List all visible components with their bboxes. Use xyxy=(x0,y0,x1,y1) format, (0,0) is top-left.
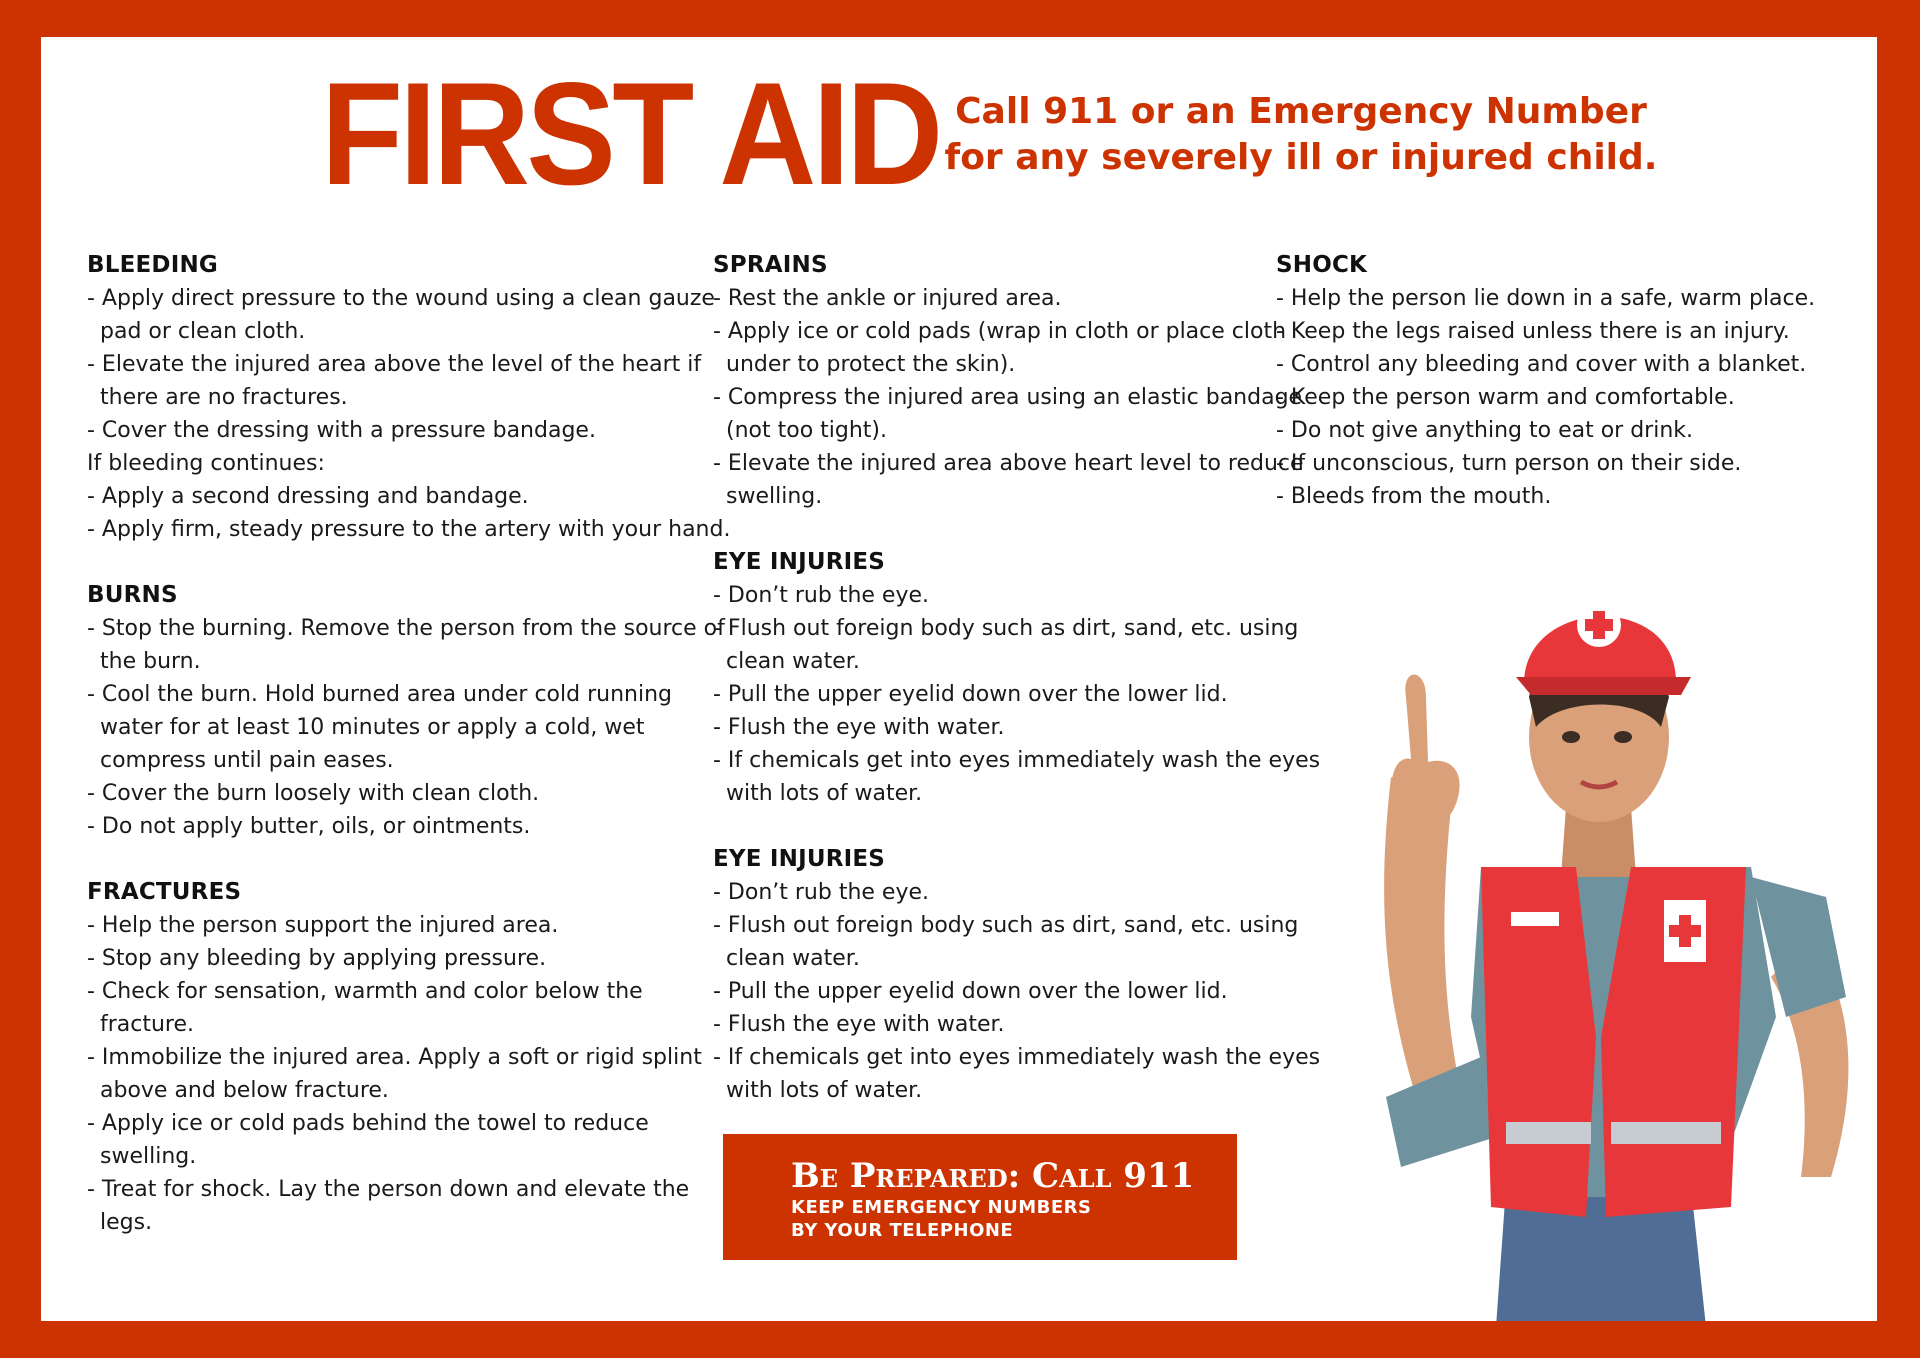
list-item: - Help the person lie down in a safe, warm place. xyxy=(1276,286,1816,311)
section-heading: SPRAINS xyxy=(713,252,828,278)
column-right xyxy=(1276,249,1877,546)
list-item: - If chemicals get into eyes immediately wash the eyes with lots of water. xyxy=(713,1045,1321,1103)
list-item: - Treat for shock. Lay the person down and elevate the legs. xyxy=(87,1177,690,1235)
section-burns xyxy=(87,579,737,843)
list-item: - Apply firm, steady pressure to the artery with your hand. xyxy=(87,517,731,542)
list-item: - Keep the person warm and comfortable. xyxy=(1276,385,1735,410)
section-heading: SHOCK xyxy=(1276,252,1368,278)
list-item: - Don’t rub the eye. xyxy=(713,583,930,608)
emergency-subtitle xyxy=(911,89,1691,181)
list-item: - Apply direct pressure to the wound using a clean gauze pad or clean cloth. xyxy=(87,286,715,344)
section-eye-injuries-repeat xyxy=(713,843,1333,1107)
list-item: - If chemicals get into eyes immediately wash the eyes with lots of water. xyxy=(713,748,1321,806)
list-item: - Apply ice or cold pads (wrap in cloth or place cloth under to protect the skin). xyxy=(713,319,1287,377)
list-item: - Control any bleeding and cover with a blanket. xyxy=(1276,352,1807,377)
poster xyxy=(41,37,1877,1321)
list-item: - Cool the burn. Hold burned area under cold running water for at least 10 minutes or apply a cold, wet compress until pain eases. xyxy=(87,682,672,773)
section-fractures xyxy=(87,876,737,1239)
list-item: - Flush the eye with water. xyxy=(713,1012,1005,1037)
section-bleeding xyxy=(87,249,737,546)
list-item: - Do not give anything to eat or drink. xyxy=(1276,418,1694,443)
section-eye-injuries xyxy=(713,546,1333,810)
list-item: - If unconscious, turn person on their side. xyxy=(1276,451,1742,476)
section-heading: BLEEDING xyxy=(87,252,218,278)
list-item: - Stop the burning. Remove the person from the source of the burn. xyxy=(87,616,725,674)
banner-line-3: BY YOUR TELEPHONE xyxy=(791,1220,1014,1241)
column-middle xyxy=(713,249,1333,1140)
list-item: - Help the person support the injured area. xyxy=(87,913,559,938)
list-item: - Apply a second dressing and bandage. xyxy=(87,484,529,509)
call-911-banner xyxy=(723,1134,1237,1260)
list-item: - Flush out foreign body such as dirt, sand, etc. using clean water. xyxy=(713,616,1299,674)
list-item: - Apply ice or cold pads behind the towel to reduce swelling. xyxy=(87,1111,649,1169)
list-item: - Elevate the injured area above heart level to reduce swelling. xyxy=(713,451,1304,509)
list-item: - Cover the burn loosely with clean cloth. xyxy=(87,781,540,806)
section-heading: EYE INJURIES xyxy=(713,549,886,575)
section-heading: EYE INJURIES xyxy=(713,846,886,872)
list-item: - Pull the upper eyelid down over the lower lid. xyxy=(713,682,1228,707)
section-sprains xyxy=(713,249,1333,513)
list-item: If bleeding continues: xyxy=(87,451,325,476)
list-item: - Flush the eye with water. xyxy=(713,715,1005,740)
list-item: - Check for sensation, warmth and color below the fracture. xyxy=(87,979,643,1037)
list-item: - Do not apply butter, oils, or ointments. xyxy=(87,814,531,839)
list-item: - Don’t rub the eye. xyxy=(713,880,930,905)
section-shock xyxy=(1276,249,1877,513)
red-cross-volunteer-icon xyxy=(1331,577,1877,1321)
list-item: - Rest the ankle or injured area. xyxy=(713,286,1062,311)
list-item: - Immobilize the injured area. Apply a soft or rigid splint above and below fracture. xyxy=(87,1045,702,1103)
list-item: - Flush out foreign body such as dirt, sand, etc. using clean water. xyxy=(713,913,1299,971)
subtitle-line-1: Call 911 or an Emergency Number xyxy=(955,91,1647,132)
list-item: - Bleeds from the mouth. xyxy=(1276,484,1552,509)
subtitle-line-2: for any severely ill or injured child. xyxy=(944,137,1658,178)
list-item: - Pull the upper eyelid down over the lower lid. xyxy=(713,979,1228,1004)
list-item: - Stop any bleeding by applying pressure. xyxy=(87,946,547,971)
banner-line-2: KEEP EMERGENCY NUMBERS xyxy=(791,1197,1092,1218)
banner-headline: Be Prepared: Call 911 xyxy=(791,1156,1195,1196)
section-heading: FRACTURES xyxy=(87,879,242,905)
list-item: - Elevate the injured area above the level of the heart if there are no fractures. xyxy=(87,352,702,410)
column-left xyxy=(87,249,737,1272)
list-item: - Keep the legs raised unless there is an injury. xyxy=(1276,319,1790,344)
list-item: - Compress the injured area using an elastic bandage (not too tight). xyxy=(713,385,1303,443)
list-item: - Cover the dressing with a pressure bandage. xyxy=(87,418,596,443)
section-heading: BURNS xyxy=(87,582,178,608)
page-title: FIRST AID xyxy=(321,52,940,215)
